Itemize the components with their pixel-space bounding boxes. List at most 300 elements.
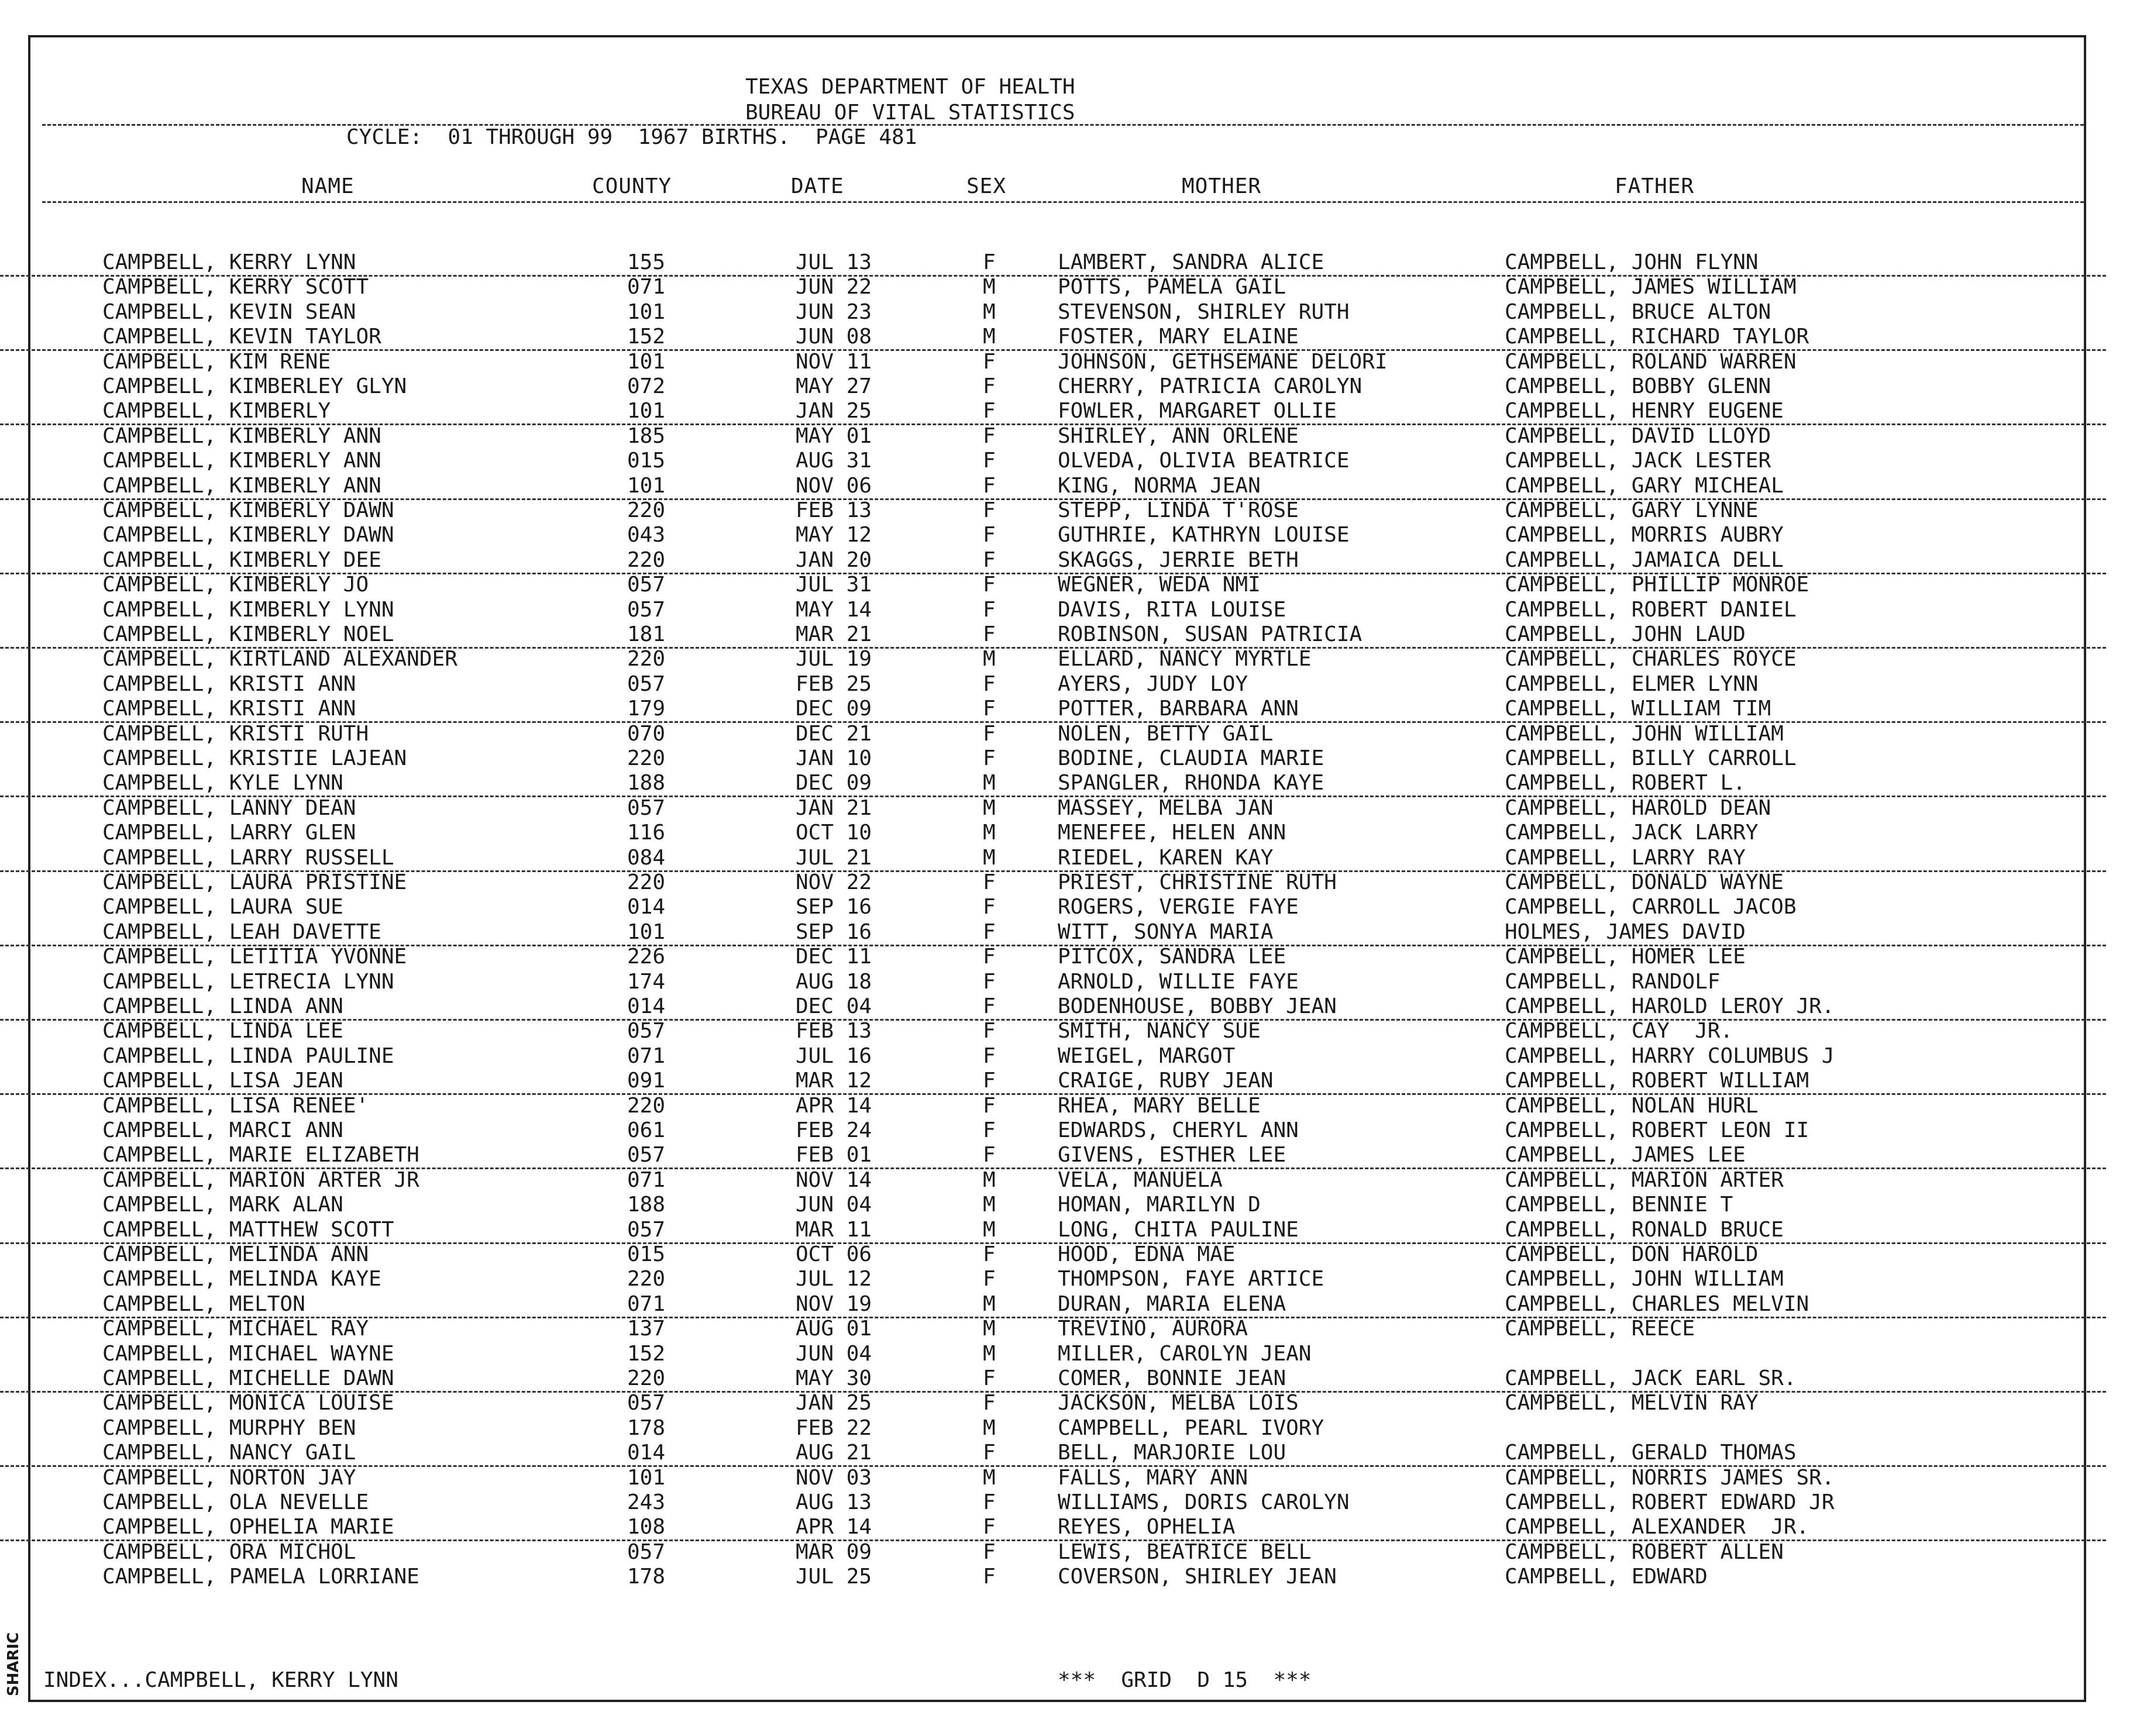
cell-name: CAMPBELL, KIMBERLY JO <box>102 573 369 597</box>
cycle-label: CYCLE: <box>346 125 423 149</box>
cell-name: CAMPBELL, LAURA PRISTINE <box>102 870 407 894</box>
table-row <box>0 920 2106 946</box>
cell-mother: PRIEST, CHRISTINE RUTH <box>1058 870 1337 894</box>
cell-father: CAMPBELL, ROBERT DANIEL <box>1505 597 1797 622</box>
cell-mother: POTTER, BARBARA ANN <box>1058 697 1299 721</box>
cell-sex: F <box>983 1069 996 1093</box>
column-header-name: NAME <box>301 174 355 198</box>
table-row <box>0 1441 2106 1467</box>
cell-sex: F <box>983 697 996 721</box>
cell-sex: F <box>983 1366 996 1390</box>
column-header-date: DATE <box>791 174 844 198</box>
cell-mother: EDWARDS, CHERYL ANN <box>1058 1118 1299 1142</box>
cell-sex: F <box>983 1267 996 1291</box>
table-row <box>0 1540 2106 1565</box>
cell-name: CAMPBELL, KIMBERLY <box>102 399 331 423</box>
table-row <box>0 746 2106 771</box>
cell-name: CAMPBELL, LINDA ANN <box>102 994 343 1018</box>
cell-sex: M <box>983 275 996 299</box>
cell-name: CAMPBELL, LANNY DEAN <box>102 795 356 820</box>
cell-mother: DAVIS, RITA LOUISE <box>1058 597 1286 622</box>
cell-sex: M <box>983 795 996 820</box>
cell-county: 181 <box>627 622 666 646</box>
cell-county: 185 <box>627 423 666 448</box>
table-row <box>0 771 2106 797</box>
cell-name: CAMPBELL, KIMBERLY LYNN <box>102 597 394 622</box>
cell-mother: MILLER, CAROLYN JEAN <box>1058 1341 1312 1366</box>
cell-date: JUL 25 <box>796 1565 872 1589</box>
cell-father: CAMPBELL, HOMER LEE <box>1505 945 1746 969</box>
cell-date: DEC 21 <box>796 721 872 746</box>
cell-mother: BODENHOUSE, BOBBY JEAN <box>1058 994 1337 1018</box>
side-stamp <box>1 1626 25 1696</box>
cell-sex: F <box>983 1242 996 1266</box>
cell-date: JAN 20 <box>796 547 872 572</box>
cell-father: CAMPBELL, CARROLL JACOB <box>1505 895 1797 919</box>
cell-sex: F <box>983 1391 996 1415</box>
cell-father: CAMPBELL, CHARLES MELVIN <box>1505 1291 1809 1316</box>
cell-father: CAMPBELL, MARION ARTER <box>1505 1167 1784 1192</box>
cell-county: 071 <box>627 1291 666 1316</box>
table-row <box>0 1391 2106 1415</box>
cell-sex: F <box>983 1143 996 1167</box>
cell-sex: F <box>983 994 996 1018</box>
cell-father: CAMPBELL, RICHARD TAYLOR <box>1505 325 1809 349</box>
cell-name: CAMPBELL, MELTON <box>102 1291 305 1316</box>
table-row <box>0 1267 2106 1291</box>
cell-father: CAMPBELL, HAROLD LEROY JR. <box>1505 994 1835 1018</box>
cell-mother: RIEDEL, KAREN KAY <box>1058 845 1274 870</box>
cell-mother: ROGERS, VERGIE FAYE <box>1058 895 1299 919</box>
cell-father: CAMPBELL, BRUCE ALTON <box>1505 299 1771 324</box>
cell-name: CAMPBELL, MARION ARTER JR <box>102 1167 419 1192</box>
cell-name: CAMPBELL, MARK ALAN <box>102 1193 343 1217</box>
cell-name: CAMPBELL, OLA NEVELLE <box>102 1490 369 1514</box>
cell-date: MAR 12 <box>796 1069 872 1093</box>
cell-father: CAMPBELL, ROBERT LEON II <box>1505 1118 1809 1142</box>
cell-sex: F <box>983 597 996 622</box>
table-row <box>0 1094 2106 1118</box>
cell-father: CAMPBELL, JAMAICA DELL <box>1505 547 1784 572</box>
cell-name: CAMPBELL, KRISTI RUTH <box>102 721 369 746</box>
table-row <box>0 1317 2106 1341</box>
cell-sex: M <box>983 299 996 324</box>
cell-mother: FALLS, MARY ANN <box>1058 1465 1248 1490</box>
cell-mother: LAMBERT, SANDRA ALICE <box>1058 250 1324 274</box>
cell-name: CAMPBELL, KRISTI ANN <box>102 671 356 696</box>
cell-name: CAMPBELL, KYLE LYNN <box>102 771 343 795</box>
cell-sex: F <box>983 1043 996 1068</box>
cell-date: OCT 10 <box>796 821 872 845</box>
cell-county: 101 <box>627 349 666 374</box>
table-row <box>0 300 2106 325</box>
table-row <box>0 697 2106 723</box>
cell-sex: M <box>983 845 996 870</box>
cell-name: CAMPBELL, LEAH DAVETTE <box>102 919 381 944</box>
table-row <box>0 548 2106 574</box>
cell-father: CAMPBELL, JOHN WILLIAM <box>1505 1267 1784 1291</box>
cell-father: CAMPBELL, CHARLES ROYCE <box>1505 647 1797 671</box>
cell-county: 108 <box>627 1515 666 1539</box>
cell-county: 057 <box>627 1539 666 1564</box>
cell-sex: M <box>983 771 996 795</box>
cell-date: JUN 23 <box>796 299 872 324</box>
cell-date: NOV 14 <box>796 1167 872 1192</box>
cell-sex: F <box>983 1118 996 1142</box>
table-row <box>0 1069 2106 1095</box>
cell-date: FEB 22 <box>796 1415 872 1440</box>
cell-county: 155 <box>627 250 666 274</box>
cell-sex: F <box>983 1441 996 1465</box>
cell-sex: M <box>983 647 996 671</box>
cell-father: CAMPBELL, BOBBY GLENN <box>1505 374 1771 398</box>
cell-county: 137 <box>627 1317 666 1341</box>
cell-father: CAMPBELL, ELMER LYNN <box>1505 671 1759 696</box>
cell-date: AUG 21 <box>796 1441 872 1465</box>
cell-sex: F <box>983 721 996 746</box>
table-row <box>0 647 2106 671</box>
cell-sex: F <box>983 945 996 969</box>
cell-father: CAMPBELL, BENNIE T <box>1505 1193 1733 1217</box>
cell-name: CAMPBELL, NANCY GAIL <box>102 1441 356 1465</box>
grid-footer: *** GRID D 15 *** <box>1058 1668 1312 1692</box>
cell-date: AUG 31 <box>796 449 872 473</box>
cell-name: CAMPBELL, MONICA LOUISE <box>102 1391 394 1415</box>
cell-county: 057 <box>627 795 666 820</box>
cell-father: CAMPBELL, HAROLD DEAN <box>1505 795 1771 820</box>
cell-father: CAMPBELL, ROBERT WILLIAM <box>1505 1069 1809 1093</box>
cell-county: 057 <box>627 1217 666 1242</box>
cell-sex: F <box>983 1565 996 1589</box>
cell-date: FEB 13 <box>796 498 872 522</box>
cell-county: 014 <box>627 895 666 919</box>
cell-name: CAMPBELL, KIMBERLY ANN <box>102 449 381 473</box>
cell-father: CAMPBELL, ROBERT L. <box>1505 771 1746 795</box>
table-row <box>0 374 2106 399</box>
cell-name: CAMPBELL, KIMBERLY NOEL <box>102 622 394 646</box>
cell-county: 152 <box>627 325 666 349</box>
table-row <box>0 1168 2106 1193</box>
cell-county: 220 <box>627 1366 666 1390</box>
cell-sex: F <box>983 250 996 274</box>
cell-mother: MASSEY, MELBA JAN <box>1058 795 1274 820</box>
cell-sex: F <box>983 622 996 646</box>
cell-sex: M <box>983 1217 996 1242</box>
cell-name: CAMPBELL, LETITIA YVONNE <box>102 945 407 969</box>
table-row <box>0 474 2106 500</box>
cell-date: OCT 06 <box>796 1242 872 1266</box>
cell-mother: ARNOLD, WILLIE FAYE <box>1058 969 1299 994</box>
cell-sex: F <box>983 919 996 944</box>
cell-county: 057 <box>627 1391 666 1415</box>
cell-mother: JACKSON, MELBA LOIS <box>1058 1391 1299 1415</box>
cell-date: JAN 25 <box>796 1391 872 1415</box>
cell-name: CAMPBELL, KRISTI ANN <box>102 697 356 721</box>
cell-name: CAMPBELL, MARIE ELIZABETH <box>102 1143 419 1167</box>
cell-father: CAMPBELL, DONALD WAYNE <box>1505 870 1784 894</box>
cell-mother: LONG, CHITA PAULINE <box>1058 1217 1299 1242</box>
table-row <box>0 722 2106 746</box>
cell-date: JUL 12 <box>796 1267 872 1291</box>
table-row <box>0 275 2106 299</box>
cell-county: 226 <box>627 945 666 969</box>
cell-name: CAMPBELL, MATTHEW SCOTT <box>102 1217 394 1242</box>
cell-county: 220 <box>627 746 666 770</box>
cell-county: 015 <box>627 1242 666 1266</box>
cell-date: JUL 19 <box>796 647 872 671</box>
cell-county: 015 <box>627 449 666 473</box>
cell-mother: COMER, BONNIE JEAN <box>1058 1366 1286 1390</box>
cell-father: CAMPBELL, ROBERT ALLEN <box>1505 1539 1784 1564</box>
cell-father: CAMPBELL, JACK LARRY <box>1505 821 1759 845</box>
cell-mother: ELLARD, NANCY MYRTLE <box>1058 647 1312 671</box>
cell-date: APR 14 <box>796 1093 872 1118</box>
cell-father: CAMPBELL, NOLAN HURL <box>1505 1093 1759 1118</box>
cell-date: JUN 22 <box>796 275 872 299</box>
cell-father: CAMPBELL, JOHN FLYNN <box>1505 250 1759 274</box>
cell-mother: WITT, SONYA MARIA <box>1058 919 1274 944</box>
cell-county: 178 <box>627 1565 666 1589</box>
cell-mother: POTTS, PAMELA GAIL <box>1058 275 1286 299</box>
table-row <box>0 1143 2106 1169</box>
cell-mother: WEIGEL, MARGOT <box>1058 1043 1236 1068</box>
cell-father: CAMPBELL, PHILLIP MONROE <box>1505 573 1809 597</box>
cell-sex: F <box>983 374 996 398</box>
cell-date: FEB 24 <box>796 1118 872 1142</box>
cell-mother: REYES, OPHELIA <box>1058 1515 1236 1539</box>
cell-date: NOV 03 <box>796 1465 872 1490</box>
cell-sex: F <box>983 1515 996 1539</box>
cell-name: CAMPBELL, KEVIN SEAN <box>102 299 356 324</box>
cell-sex: F <box>983 1093 996 1118</box>
cell-mother: CHERRY, PATRICIA CAROLYN <box>1058 374 1363 398</box>
cell-sex: M <box>983 821 996 845</box>
cell-name: CAMPBELL, LISA RENEE' <box>102 1093 369 1118</box>
table-row <box>0 399 2106 425</box>
cell-name: CAMPBELL, LINDA LEE <box>102 1019 343 1043</box>
cell-mother: FOSTER, MARY ELAINE <box>1058 325 1299 349</box>
table-row <box>0 424 2106 449</box>
table-row <box>0 1118 2106 1143</box>
column-header-sex: SEX <box>966 174 1007 198</box>
cell-date: NOV 19 <box>796 1291 872 1316</box>
cell-county: 101 <box>627 399 666 423</box>
cell-date: MAR 09 <box>796 1539 872 1564</box>
cell-mother: HOMAN, MARILYN D <box>1058 1193 1261 1217</box>
cell-county: 071 <box>627 1167 666 1192</box>
cell-county: 071 <box>627 1043 666 1068</box>
cell-mother: ROBINSON, SUSAN PATRICIA <box>1058 622 1363 646</box>
cell-date: JUL 13 <box>796 250 872 274</box>
cell-father: CAMPBELL, JOHN LAUD <box>1505 622 1746 646</box>
cell-date: MAR 21 <box>796 622 872 646</box>
cell-sex: F <box>983 969 996 994</box>
cell-county: 057 <box>627 1019 666 1043</box>
cell-county: 072 <box>627 374 666 398</box>
table-row <box>0 1292 2106 1318</box>
cell-sex: M <box>983 325 996 349</box>
table-row <box>0 1466 2106 1490</box>
cell-county: 152 <box>627 1341 666 1366</box>
cell-date: JAN 21 <box>796 795 872 820</box>
cell-name: CAMPBELL, LARRY GLEN <box>102 821 356 845</box>
cell-mother: GIVENS, ESTHER LEE <box>1058 1143 1286 1167</box>
cell-mother: WEGNER, WEDA NMI <box>1058 573 1261 597</box>
cell-name: CAMPBELL, MICHELLE DAWN <box>102 1366 394 1390</box>
cell-father: CAMPBELL, NORRIS JAMES SR. <box>1505 1465 1835 1490</box>
cell-county: 014 <box>627 1441 666 1465</box>
cell-date: MAY 30 <box>796 1366 872 1390</box>
table-row <box>0 846 2106 872</box>
cell-county: 101 <box>627 1465 666 1490</box>
table-row <box>0 350 2106 374</box>
cell-name: CAMPBELL, NORTON JAY <box>102 1465 356 1490</box>
cell-father: CAMPBELL, MORRIS AUBRY <box>1505 523 1784 547</box>
table-row <box>0 573 2106 597</box>
table-row <box>0 523 2106 547</box>
cell-date: SEP 16 <box>796 895 872 919</box>
cell-sex: M <box>983 1193 996 1217</box>
cell-county: 174 <box>627 969 666 994</box>
cell-mother: STEVENSON, SHIRLEY RUTH <box>1058 299 1350 324</box>
cell-father: CAMPBELL, REECE <box>1505 1317 1695 1341</box>
cell-date: NOV 11 <box>796 349 872 374</box>
cell-father: CAMPBELL, GERALD THOMAS <box>1505 1441 1797 1465</box>
cell-sex: F <box>983 895 996 919</box>
cell-county: 057 <box>627 573 666 597</box>
cell-mother: NOLEN, BETTY GAIL <box>1058 721 1274 746</box>
cell-sex: M <box>983 1415 996 1440</box>
cell-name: CAMPBELL, MICHAEL WAYNE <box>102 1341 394 1366</box>
cell-name: CAMPBELL, KRISTIE LAJEAN <box>102 746 407 770</box>
cell-date: DEC 09 <box>796 771 872 795</box>
cell-father: CAMPBELL, EDWARD <box>1505 1565 1708 1589</box>
table-row <box>0 1193 2106 1217</box>
cell-date: MAY 14 <box>796 597 872 622</box>
cell-county: 188 <box>627 1193 666 1217</box>
cell-sex: F <box>983 547 996 572</box>
cell-mother: MENEFEE, HELEN ANN <box>1058 821 1286 845</box>
cell-mother: BODINE, CLAUDIA MARIE <box>1058 746 1324 770</box>
column-header-mother: MOTHER <box>1182 174 1262 198</box>
cell-mother: SPANGLER, RHONDA KAYE <box>1058 771 1324 795</box>
cell-father: CAMPBELL, JACK LESTER <box>1505 449 1771 473</box>
cell-mother: CRAIGE, RUBY JEAN <box>1058 1069 1274 1093</box>
cycle-range: 01 THROUGH 99 <box>448 125 613 149</box>
table-row <box>0 1565 2106 1589</box>
cell-name: CAMPBELL, KIMBERLY DEE <box>102 547 381 572</box>
table-row <box>0 945 2106 969</box>
cell-name: CAMPBELL, MICHAEL RAY <box>102 1317 369 1341</box>
cell-sex: F <box>983 671 996 696</box>
cell-name: CAMPBELL, LARRY RUSSELL <box>102 845 394 870</box>
cell-father: CAMPBELL, JOHN WILLIAM <box>1505 721 1784 746</box>
cell-father: CAMPBELL, GARY LYNNE <box>1505 498 1759 522</box>
cell-mother: FOWLER, MARGARET OLLIE <box>1058 399 1337 423</box>
bureau-title: BUREAU OF VITAL STATISTICS <box>745 101 1075 125</box>
cell-date: MAY 01 <box>796 423 872 448</box>
table-row <box>0 250 2106 277</box>
cell-name: CAMPBELL, KIMBERLY DAWN <box>102 498 394 522</box>
cell-date: NOV 22 <box>796 870 872 894</box>
cell-date: JUN 04 <box>796 1341 872 1366</box>
cell-date: JUL 31 <box>796 573 872 597</box>
cell-sex: F <box>983 498 996 522</box>
cell-name: CAMPBELL, OPHELIA MARIE <box>102 1515 394 1539</box>
cell-county: 043 <box>627 523 666 547</box>
cell-mother: SMITH, NANCY SUE <box>1058 1019 1261 1043</box>
cell-sex: F <box>983 423 996 448</box>
cell-date: JAN 25 <box>796 399 872 423</box>
cell-mother: PITCOX, SANDRA LEE <box>1058 945 1286 969</box>
cell-county: 071 <box>627 275 666 299</box>
cell-father: CAMPBELL, DAVID LLOYD <box>1505 423 1771 448</box>
table-row <box>0 1218 2106 1244</box>
cell-father: CAMPBELL, LARRY RAY <box>1505 845 1746 870</box>
year-type: 1967 BIRTHS. <box>638 125 790 149</box>
cell-mother: COVERSON, SHIRLEY JEAN <box>1058 1565 1337 1589</box>
cell-date: FEB 13 <box>796 1019 872 1043</box>
cell-date: JUL 16 <box>796 1043 872 1068</box>
cell-county: 220 <box>627 1267 666 1291</box>
table-row <box>0 994 2106 1021</box>
cell-sex: F <box>983 573 996 597</box>
cell-name: CAMPBELL, LAURA SUE <box>102 895 343 919</box>
cell-county: 178 <box>627 1415 666 1440</box>
cell-name: CAMPBELL, LINDA PAULINE <box>102 1043 394 1068</box>
table-row <box>0 1366 2106 1393</box>
cell-sex: F <box>983 870 996 894</box>
cell-county: 070 <box>627 721 666 746</box>
cell-date: FEB 25 <box>796 671 872 696</box>
cell-county: 188 <box>627 771 666 795</box>
cell-father: CAMPBELL, WILLIAM TIM <box>1505 697 1771 721</box>
cell-county: 057 <box>627 1143 666 1167</box>
cell-sex: F <box>983 1490 996 1514</box>
cell-date: JUN 04 <box>796 1193 872 1217</box>
cell-mother: RHEA, MARY BELLE <box>1058 1093 1261 1118</box>
cell-mother: SKAGGS, JERRIE BETH <box>1058 547 1299 572</box>
table-row <box>0 1515 2106 1541</box>
cell-mother: LEWIS, BEATRICE BELL <box>1058 1539 1312 1564</box>
cell-father: CAMPBELL, HARRY COLUMBUS J <box>1505 1043 1835 1068</box>
cell-name: CAMPBELL, KIMBERLEY GLYN <box>102 374 407 398</box>
table-row <box>0 672 2106 697</box>
cell-father: CAMPBELL, RANDOLF <box>1505 969 1721 994</box>
cell-mother: GUTHRIE, KATHRYN LOUISE <box>1058 523 1350 547</box>
cycle-line <box>346 125 917 149</box>
cell-county: 220 <box>627 1093 666 1118</box>
cell-county: 057 <box>627 597 666 622</box>
cell-name: CAMPBELL, KIMBERLY ANN <box>102 423 381 448</box>
cell-date: NOV 06 <box>796 473 872 498</box>
cell-sex: M <box>983 1167 996 1192</box>
cell-sex: F <box>983 399 996 423</box>
cell-sex: M <box>983 1317 996 1341</box>
cell-father: CAMPBELL, BILLY CARROLL <box>1505 746 1797 770</box>
table-row <box>0 870 2106 895</box>
cell-name: CAMPBELL, KEVIN TAYLOR <box>102 325 381 349</box>
cell-mother: CAMPBELL, PEARL IVORY <box>1058 1415 1324 1440</box>
cell-mother: DURAN, MARIA ELENA <box>1058 1291 1286 1316</box>
table-row <box>0 622 2106 649</box>
cell-county: 101 <box>627 299 666 324</box>
table-row <box>0 1490 2106 1515</box>
cell-county: 116 <box>627 821 666 845</box>
table-row <box>0 1044 2106 1069</box>
cell-date: SEP 16 <box>796 919 872 944</box>
cell-name: CAMPBELL, LISA JEAN <box>102 1069 343 1093</box>
